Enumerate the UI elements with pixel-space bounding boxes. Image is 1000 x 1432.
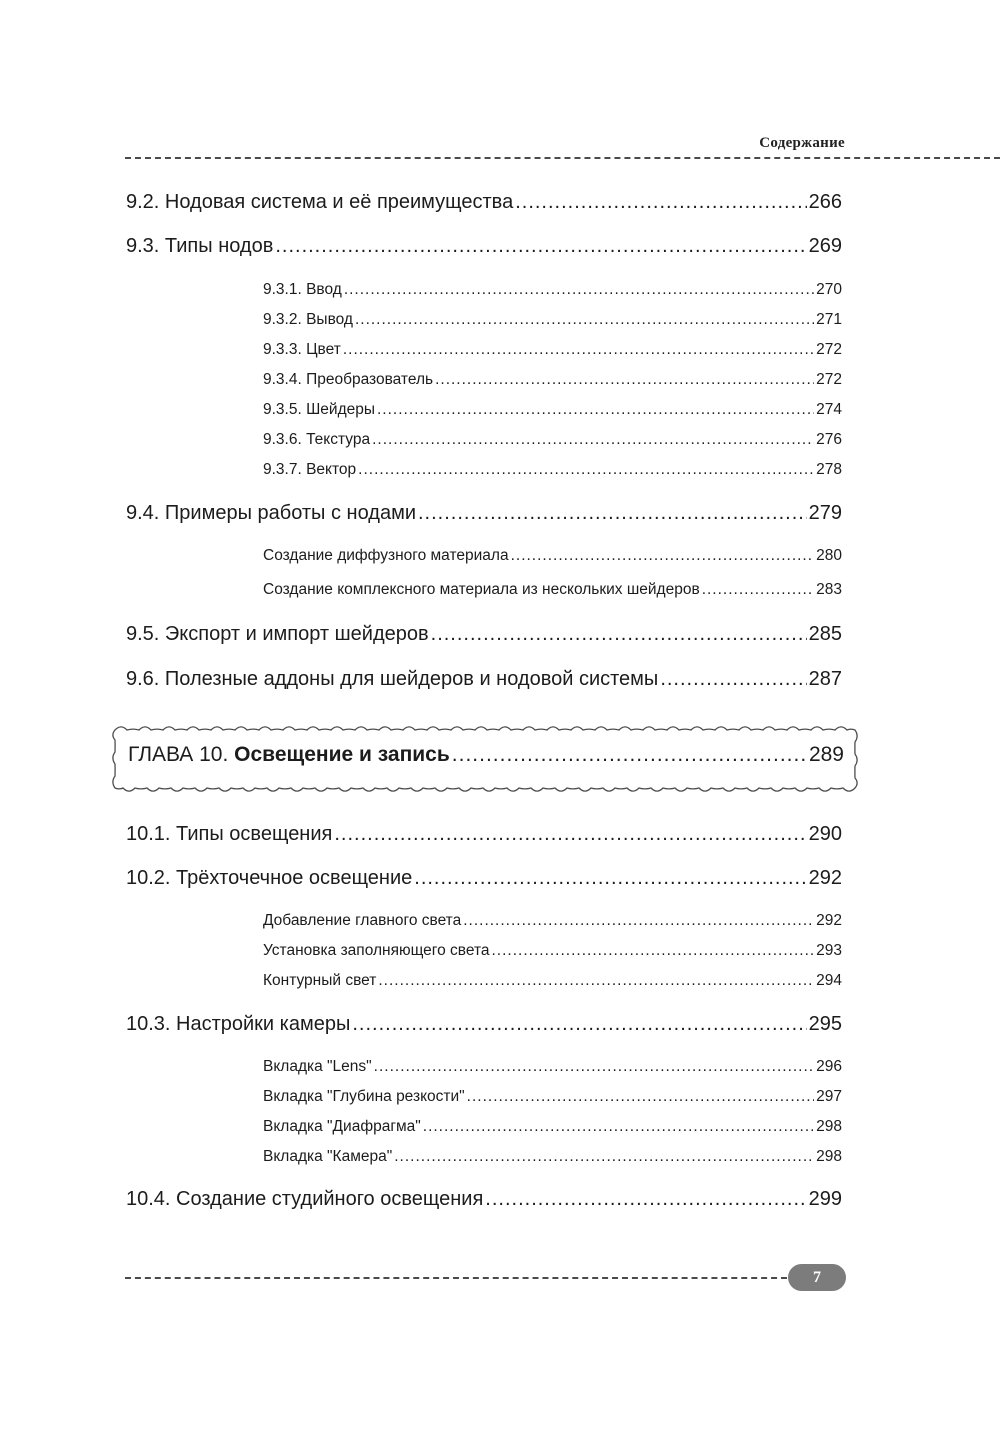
- toc-subentry[interactable]: [263, 311, 842, 329]
- toc-subentry[interactable]: [263, 547, 842, 565]
- toc-entry-page: 298: [816, 1148, 842, 1165]
- chapter-heading-box[interactable]: [112, 721, 858, 797]
- toc-entry-page: 276: [816, 431, 842, 448]
- dot-leader: [394, 1148, 814, 1166]
- toc-entry[interactable]: [126, 191, 842, 214]
- toc-entry-page: 272: [816, 341, 842, 358]
- dot-leader: [492, 942, 815, 960]
- dot-leader: [511, 547, 815, 565]
- toc-subentry[interactable]: [263, 341, 842, 359]
- toc-entry-page: 292: [816, 912, 842, 929]
- toc-subentry[interactable]: [263, 1058, 842, 1076]
- toc-entry-title: Вкладка "Камера": [263, 1148, 393, 1165]
- toc-entry[interactable]: [126, 668, 842, 691]
- toc-entry-title: 9.4. Примеры работы с нодами: [126, 502, 416, 524]
- dot-leader: [435, 371, 814, 389]
- toc-entry-title: 10.2. Трёхточечное освещение: [126, 867, 413, 889]
- toc-entry-page: 292: [808, 867, 842, 889]
- dot-leader: [344, 281, 814, 299]
- toc-entry-title: 9.3.4. Преобразователь: [263, 371, 434, 388]
- toc-entry-title: 10.4. Создание студийного освещения: [126, 1188, 484, 1210]
- toc-entry-page: 274: [816, 401, 842, 418]
- toc-subentry[interactable]: [263, 972, 842, 990]
- toc-entry-page: 278: [816, 461, 842, 478]
- dot-leader: [377, 401, 814, 419]
- dot-leader: [423, 1118, 814, 1136]
- dot-leader: [418, 502, 807, 525]
- dot-leader: [343, 341, 814, 359]
- toc-entry[interactable]: [126, 502, 842, 525]
- chapter-label: ГЛАВА 10.: [128, 743, 229, 766]
- dot-leader: [485, 1188, 806, 1211]
- toc-entry-page: 271: [816, 311, 842, 328]
- toc-entry-title: Создание комплексного материала из нескольких шейдеров: [263, 581, 700, 598]
- toc-entry-page: 279: [808, 502, 842, 524]
- toc-entry-title: Вкладка "Глубина резкости": [263, 1088, 465, 1105]
- dot-leader: [358, 461, 814, 479]
- toc-entry-title: Установка заполняющего света: [263, 942, 490, 959]
- toc-subentry[interactable]: [263, 1148, 842, 1166]
- toc-entry-page: 294: [816, 972, 842, 989]
- toc-subentry[interactable]: [263, 581, 842, 599]
- header-dashed-rule: [125, 157, 1000, 159]
- toc-entry-title: 9.3.6. Текстура: [263, 431, 371, 448]
- toc-entry[interactable]: [126, 623, 842, 646]
- dot-leader: [275, 235, 806, 258]
- dot-leader: [431, 623, 807, 646]
- dot-leader: [660, 668, 806, 691]
- toc-entry-page: 299: [808, 1188, 842, 1210]
- toc-subentry[interactable]: [263, 461, 842, 479]
- toc-entry-page: 293: [816, 942, 842, 959]
- toc-entry-title: 9.6. Полезные аддоны для шейдеров и нодовой системы: [126, 668, 659, 690]
- toc-subentry[interactable]: [263, 281, 842, 299]
- chapter-page: 289: [808, 743, 844, 766]
- toc-entry-page: 297: [816, 1088, 842, 1105]
- toc-entry-title: 9.3. Типы нодов: [126, 235, 274, 257]
- toc-entry-title: Добавление главного света: [263, 912, 462, 929]
- toc-entry-page: 298: [816, 1118, 842, 1135]
- toc-entry-title: 9.3.3. Цвет: [263, 341, 341, 358]
- dot-leader: [355, 311, 814, 329]
- toc-entry[interactable]: [126, 235, 842, 258]
- toc-entry-title: Контурный свет: [263, 972, 377, 989]
- toc-entry-page: 287: [808, 668, 842, 690]
- toc-entry-title: 10.1. Типы освещения: [126, 823, 333, 845]
- toc-entry-title: 9.3.7. Вектор: [263, 461, 357, 478]
- dot-leader: [372, 431, 814, 449]
- dot-leader: [334, 823, 806, 846]
- dot-leader: [378, 972, 814, 990]
- toc-entry-page: 269: [808, 235, 842, 257]
- toc-entry-title: 9.3.1. Ввод: [263, 281, 342, 298]
- toc-entry-title: Вкладка "Диафрагма": [263, 1118, 421, 1135]
- dot-leader: [374, 1058, 814, 1076]
- toc-subentry[interactable]: [263, 431, 842, 449]
- toc-entry-page: 266: [808, 191, 842, 213]
- toc-entry-title: 9.3.2. Вывод: [263, 311, 353, 328]
- toc-subentry[interactable]: [263, 912, 842, 930]
- toc-subentry[interactable]: [263, 401, 842, 419]
- toc-entry-page: 272: [816, 371, 842, 388]
- toc-subentry[interactable]: [263, 371, 842, 389]
- toc-entry[interactable]: [126, 823, 842, 846]
- running-header-title: Содержание: [759, 135, 845, 151]
- toc-entry-page: 280: [816, 547, 842, 564]
- footer-dashed-rule: [125, 1277, 787, 1279]
- toc-entry-page: 283: [816, 581, 842, 598]
- toc-entry-page: 295: [808, 1013, 842, 1035]
- toc-entry[interactable]: [126, 867, 842, 890]
- page-number-badge: 7: [788, 1264, 846, 1291]
- toc-entry-page: 285: [808, 623, 842, 645]
- toc-entry[interactable]: [126, 1013, 842, 1036]
- toc-entry-page: 270: [816, 281, 842, 298]
- toc-entry-page: 290: [808, 823, 842, 845]
- toc-subentry[interactable]: [263, 1088, 842, 1106]
- dot-leader: [352, 1013, 806, 1036]
- toc-entry-title: 9.5. Экспорт и импорт шейдеров: [126, 623, 429, 645]
- dot-leader: [515, 191, 806, 214]
- toc-entry-title: Создание диффузного материала: [263, 547, 509, 564]
- chapter-title: Освещение и запись: [234, 743, 450, 766]
- toc-entry-title: 9.2. Нодовая система и её преимущества: [126, 191, 514, 213]
- toc-subentry[interactable]: [263, 942, 842, 960]
- toc-entry[interactable]: [126, 1188, 842, 1211]
- dot-leader: [414, 867, 806, 890]
- toc-entry-title: 10.3. Настройки камеры: [126, 1013, 351, 1035]
- dot-leader: [467, 1088, 814, 1106]
- toc-entry-title: 9.3.5. Шейдеры: [263, 401, 375, 418]
- dot-leader: [463, 912, 814, 930]
- dot-leader: [452, 743, 807, 767]
- toc-entry-page: 296: [816, 1058, 842, 1075]
- toc-entry-title: Вкладка "Lens": [263, 1058, 372, 1075]
- dot-leader: [702, 581, 814, 599]
- toc-subentry[interactable]: [263, 1118, 842, 1136]
